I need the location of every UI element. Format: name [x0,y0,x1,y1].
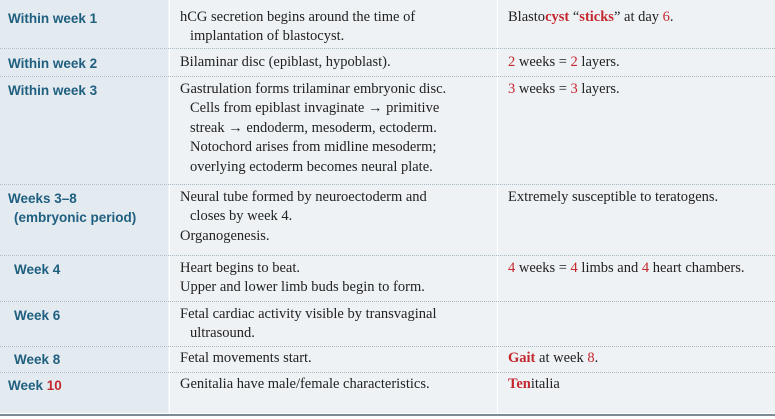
mnemonic-cell [497,77,775,184]
period-cell [0,373,168,413]
event-text: Neural tube formed by neuroectoderm and closes by week 4. Organogenesis. [180,189,427,244]
mnemonic-cell [497,256,775,301]
period-label: Week 8 [14,352,61,367]
table-row [0,0,775,49]
period-label: Week 6 [14,308,61,323]
mnemonic-text: Gait at week 8. [508,350,599,366]
mnemonic-text: 3 weeks = 3 layers. [508,81,620,97]
event-text: hCG secretion begins around the time of implantation of blastocyst. [180,9,416,45]
period-cell [0,256,168,301]
table-row [0,373,775,413]
mnemonic-text: 2 weeks = 2 layers. [508,54,620,70]
event-cell [169,347,497,372]
period-label: Week 10 [8,378,62,393]
event-cell [169,0,497,48]
mnemonic-text: Extremely susceptible to teratogens. [508,189,719,205]
mnemonic-cell [497,302,775,346]
period-label: Weeks 3–8 (embryonic period) [8,191,137,225]
event-cell [169,302,497,346]
table-row [0,77,775,185]
mnemonic-text: 4 weeks = 4 limbs and 4 heart chambers. [508,260,745,276]
mnemonic-text: Blastocyst “sticks” at day 6. [508,9,674,25]
event-cell [169,49,497,76]
period-cell [0,77,168,184]
event-cell [169,77,497,184]
table-row [0,347,775,373]
event-text: Genitalia have male/female characteristics. [180,376,430,392]
event-cell [169,373,497,413]
mnemonic-cell [497,185,775,255]
period-label: Week 4 [14,262,61,277]
period-label: Within week 3 [8,83,98,98]
event-text: Gastrulation forms trilaminar embryonic disc. Cells from epiblast invaginate → primitive streak → endoderm, mesoderm, ectoderm. Notochord arises from midline mesoderm; overlying ectoderm becomes neural plate. [180,81,447,175]
event-cell [169,256,497,301]
event-text: Fetal movements start. [180,350,312,366]
mnemonic-cell [497,0,775,48]
event-text: Heart begins to beat. Upper and lower limb buds begin to form. [180,260,425,296]
period-cell [0,185,168,255]
period-label: Within week 2 [8,56,98,71]
table-bottom-rule [0,414,775,416]
mnemonic-cell [497,49,775,76]
period-label: Within week 1 [8,11,98,26]
mnemonic-cell [497,347,775,372]
event-cell [169,185,497,255]
period-cell [0,347,168,372]
table-row [0,256,775,302]
period-cell [0,0,168,48]
event-text: Fetal cardiac activity visible by transvaginal ultrasound. [180,306,437,342]
period-cell [0,302,168,346]
mnemonic-text: Tenitalia [508,376,560,392]
table-row [0,185,775,256]
table-row [0,49,775,77]
event-text: Bilaminar disc (epiblast, hypoblast). [180,54,391,70]
period-cell [0,49,168,76]
table-row [0,302,775,347]
mnemonic-cell [497,373,775,413]
